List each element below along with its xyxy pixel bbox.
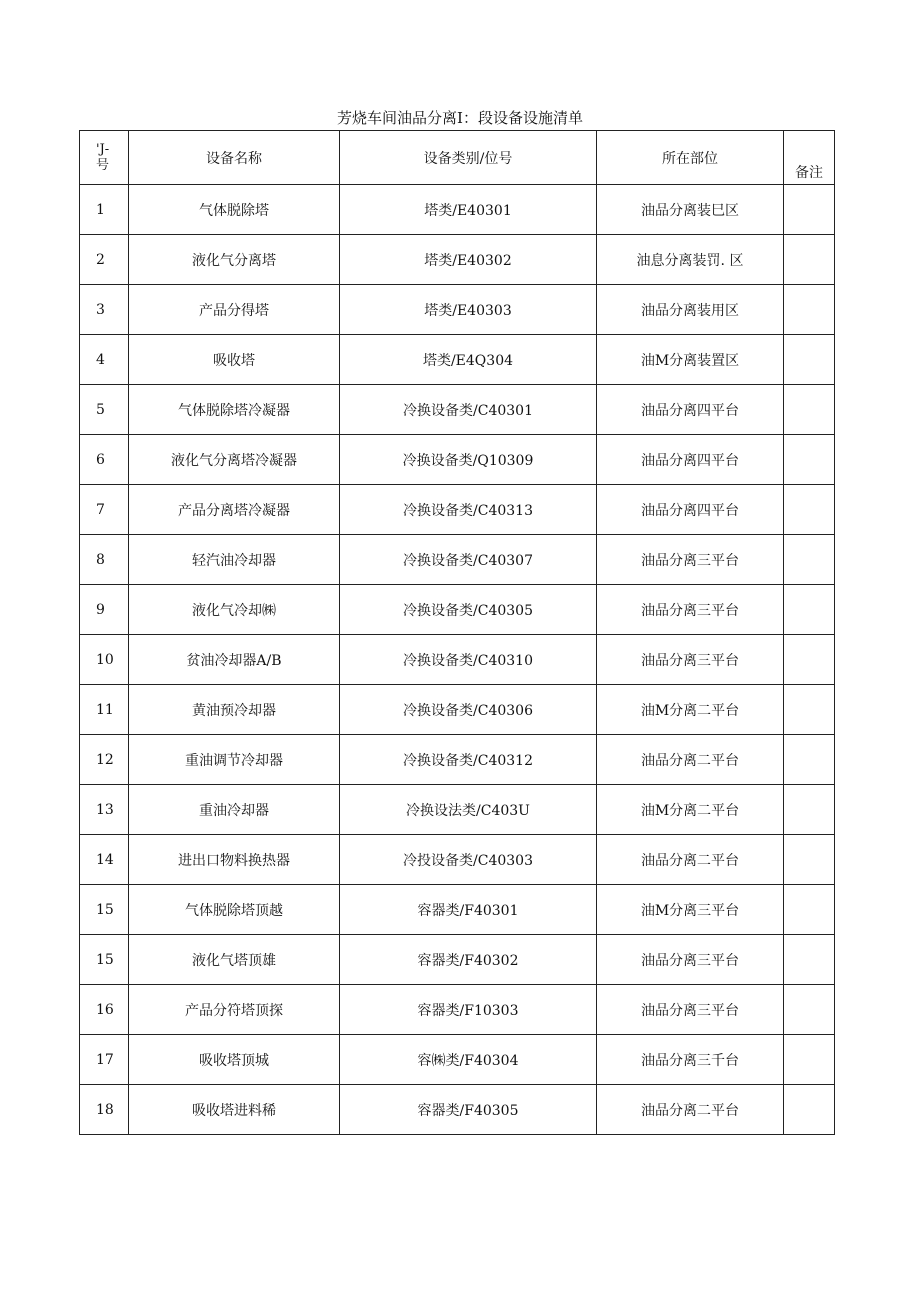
table-row bbox=[80, 985, 835, 1035]
cell-remark bbox=[784, 635, 835, 685]
equipment-table bbox=[79, 130, 835, 1135]
cell-remark bbox=[784, 1035, 835, 1085]
table-row bbox=[80, 585, 835, 635]
cell-remark bbox=[784, 835, 835, 885]
cell-category-tag: 塔类/E4Q304 bbox=[340, 335, 597, 385]
table-row bbox=[80, 735, 835, 785]
cell-equipment-name: 产品分符塔顶探 bbox=[129, 985, 340, 1035]
cell-remark bbox=[784, 535, 835, 585]
cell-equipment-name: 气体脱除塔冷凝器 bbox=[129, 385, 340, 435]
table-row bbox=[80, 185, 835, 235]
table-row bbox=[80, 1085, 835, 1135]
header-remark: 备注 bbox=[784, 131, 835, 185]
cell-equipment-name: 重油冷却器 bbox=[129, 785, 340, 835]
cell-remark bbox=[784, 1085, 835, 1135]
cell-category-tag: 塔类/E40301 bbox=[340, 185, 597, 235]
cell-remark bbox=[784, 785, 835, 835]
cell-remark bbox=[784, 735, 835, 785]
cell-serial-number: 13 bbox=[80, 785, 129, 835]
cell-category-tag: 冷换设备类/Q10309 bbox=[340, 435, 597, 485]
cell-serial-number: 9 bbox=[80, 585, 129, 635]
cell-serial-number: 7 bbox=[80, 485, 129, 535]
cell-category-tag: 冷换设备类/C40305 bbox=[340, 585, 597, 635]
header-category-tag: 设备类别/位号 bbox=[340, 131, 597, 185]
cell-category-tag: 冷换设法类/C403U bbox=[340, 785, 597, 835]
cell-serial-number: 12 bbox=[80, 735, 129, 785]
cell-remark bbox=[784, 585, 835, 635]
table-row bbox=[80, 935, 835, 985]
cell-location: 油品分离三平台 bbox=[597, 985, 784, 1035]
cell-serial-number: 6 bbox=[80, 435, 129, 485]
cell-location: 油品分离二平台 bbox=[597, 1085, 784, 1135]
cell-category-tag: 塔类/E40302 bbox=[340, 235, 597, 285]
table-body bbox=[80, 185, 835, 1135]
cell-equipment-name: 液化气分离塔冷凝器 bbox=[129, 435, 340, 485]
cell-location: 油品分离三平台 bbox=[597, 935, 784, 985]
cell-location: 油品分离三千台 bbox=[597, 1035, 784, 1085]
cell-category-tag: 冷换设备类/C40312 bbox=[340, 735, 597, 785]
table-row bbox=[80, 535, 835, 585]
cell-remark bbox=[784, 685, 835, 735]
cell-equipment-name: 吸收塔进料稀 bbox=[129, 1085, 340, 1135]
cell-serial-number: 3 bbox=[80, 285, 129, 335]
cell-equipment-name: 轻汽油冷却器 bbox=[129, 535, 340, 585]
table-header-row bbox=[80, 131, 835, 185]
cell-category-tag: 容器类/F10303 bbox=[340, 985, 597, 1035]
table-row bbox=[80, 435, 835, 485]
cell-remark bbox=[784, 385, 835, 435]
table-row bbox=[80, 685, 835, 735]
table-row bbox=[80, 835, 835, 885]
table-row bbox=[80, 385, 835, 435]
cell-location: 油品分离四平台 bbox=[597, 435, 784, 485]
cell-serial-number: 16 bbox=[80, 985, 129, 1035]
cell-equipment-name: 贫油冷却器A/B bbox=[129, 635, 340, 685]
cell-remark bbox=[784, 885, 835, 935]
cell-equipment-name: 吸收塔 bbox=[129, 335, 340, 385]
cell-serial-number: 15 bbox=[80, 885, 129, 935]
cell-equipment-name: 液化气塔顶雄 bbox=[129, 935, 340, 985]
cell-serial-number: 2 bbox=[80, 235, 129, 285]
table-row bbox=[80, 885, 835, 935]
cell-category-tag: 冷换设备类/C40301 bbox=[340, 385, 597, 435]
cell-serial-number: 8 bbox=[80, 535, 129, 585]
cell-location: 油品分离四平台 bbox=[597, 485, 784, 535]
cell-remark bbox=[784, 335, 835, 385]
cell-equipment-name: 进出口物料换热器 bbox=[129, 835, 340, 885]
table-row bbox=[80, 235, 835, 285]
cell-equipment-name: 吸收塔顶城 bbox=[129, 1035, 340, 1085]
cell-equipment-name: 气体脱除塔顶越 bbox=[129, 885, 340, 935]
cell-location: 油品分离装用区 bbox=[597, 285, 784, 335]
table-row bbox=[80, 285, 835, 335]
cell-category-tag: 冷换设备类/C40307 bbox=[340, 535, 597, 585]
cell-location: 油M分离二平台 bbox=[597, 785, 784, 835]
cell-equipment-name: 气体脱除塔 bbox=[129, 185, 340, 235]
cell-remark bbox=[784, 985, 835, 1035]
cell-category-tag: 冷换设备类/C40306 bbox=[340, 685, 597, 735]
header-serial-line1: 'J- bbox=[96, 141, 110, 157]
header-location: 所在部位 bbox=[597, 131, 784, 185]
header-serial-line2: 号 bbox=[96, 157, 110, 173]
cell-equipment-name: 产品分得塔 bbox=[129, 285, 340, 335]
cell-category-tag: 冷换设备类/C40310 bbox=[340, 635, 597, 685]
document-title: 芳烧车间油品分离I：段设备设施清单 bbox=[337, 109, 583, 127]
table-row bbox=[80, 1035, 835, 1085]
cell-location: 油品分离三平台 bbox=[597, 585, 784, 635]
cell-category-tag: 冷投设备类/C40303 bbox=[340, 835, 597, 885]
cell-location: 油品分离装巳区 bbox=[597, 185, 784, 235]
cell-serial-number: 14 bbox=[80, 835, 129, 885]
table-row bbox=[80, 485, 835, 535]
cell-location: 油M分离装置区 bbox=[597, 335, 784, 385]
cell-remark bbox=[784, 235, 835, 285]
cell-location: 油息分离装罚. 区 bbox=[597, 235, 784, 285]
cell-category-tag: 容㈱类/F40304 bbox=[340, 1035, 597, 1085]
cell-remark bbox=[784, 935, 835, 985]
cell-location: 油品分离三平台 bbox=[597, 535, 784, 585]
cell-remark bbox=[784, 185, 835, 235]
cell-location: 油品分离二平台 bbox=[597, 835, 784, 885]
cell-location: 油M分离二平台 bbox=[597, 685, 784, 735]
cell-serial-number: 5 bbox=[80, 385, 129, 435]
cell-location: 油M分离三平台 bbox=[597, 885, 784, 935]
cell-equipment-name: 产品分离塔冷凝器 bbox=[129, 485, 340, 535]
cell-serial-number: 10 bbox=[80, 635, 129, 685]
cell-category-tag: 容器类/F40305 bbox=[340, 1085, 597, 1135]
cell-serial-number: 15 bbox=[80, 935, 129, 985]
cell-remark bbox=[784, 285, 835, 335]
cell-serial-number: 17 bbox=[80, 1035, 129, 1085]
cell-category-tag: 塔类/E40303 bbox=[340, 285, 597, 335]
cell-location: 油品分离三平台 bbox=[597, 635, 784, 685]
cell-serial-number: 11 bbox=[80, 685, 129, 735]
table-row bbox=[80, 785, 835, 835]
cell-category-tag: 容器类/F40301 bbox=[340, 885, 597, 935]
header-serial-number bbox=[80, 131, 129, 185]
table-row bbox=[80, 335, 835, 385]
cell-category-tag: 容器类/F40302 bbox=[340, 935, 597, 985]
cell-remark bbox=[784, 485, 835, 535]
cell-equipment-name: 液化气冷却㈱ bbox=[129, 585, 340, 635]
cell-location: 油品分离二平台 bbox=[597, 735, 784, 785]
cell-equipment-name: 液化气分离塔 bbox=[129, 235, 340, 285]
cell-serial-number: 1 bbox=[80, 185, 129, 235]
cell-category-tag: 冷换设备类/C40313 bbox=[340, 485, 597, 535]
cell-equipment-name: 重油调节冷却器 bbox=[129, 735, 340, 785]
header-equipment-name: 设备名称 bbox=[129, 131, 340, 185]
cell-serial-number: 4 bbox=[80, 335, 129, 385]
table-row bbox=[80, 635, 835, 685]
cell-equipment-name: 黄油预冷却器 bbox=[129, 685, 340, 735]
cell-location: 油品分离四平台 bbox=[597, 385, 784, 435]
cell-serial-number: 18 bbox=[80, 1085, 129, 1135]
cell-remark bbox=[784, 435, 835, 485]
